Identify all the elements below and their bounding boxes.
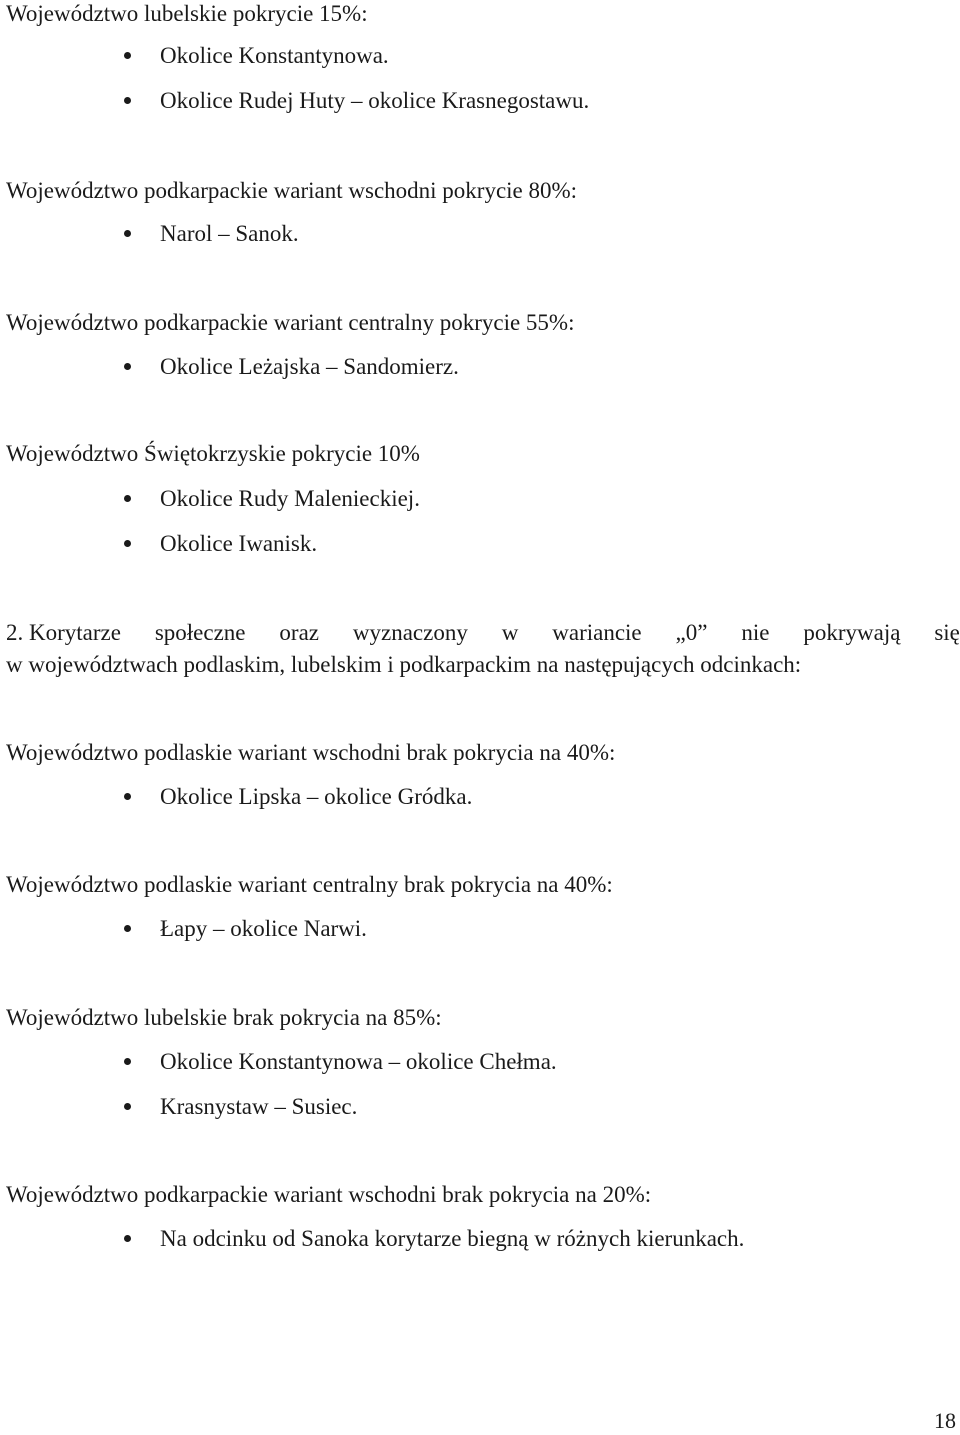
section-heading: Województwo Świętokrzyskie pokrycie 10% (6, 441, 420, 466)
paragraph-line-justified (6, 619, 960, 647)
list-item-text: Okolice Rudy Malenieckiej. (160, 486, 420, 511)
list-item (124, 915, 367, 943)
paragraph-word: oraz (279, 620, 319, 645)
list-item-text: Narol – Sanok. (160, 221, 299, 246)
list-item (124, 530, 317, 558)
list-item-text: Okolice Lipska – okolice Gródka. (160, 784, 473, 809)
section-heading: Województwo lubelskie pokrycie 15%: (6, 1, 368, 26)
section-heading: Województwo podlaskie wariant centralny brak pokrycia na 40%: (6, 872, 613, 897)
list-item (124, 1048, 557, 1076)
bullet-icon (124, 495, 131, 502)
list-item (124, 353, 459, 381)
paragraph-word: w (501, 620, 519, 645)
bullet-icon (124, 230, 131, 237)
list-item (124, 42, 389, 70)
paragraph-word: się (934, 620, 960, 645)
bullet-icon (124, 1235, 131, 1242)
section-heading: Województwo lubelskie brak pokrycia na 85%: (6, 1005, 442, 1030)
numbered-paragraph (6, 619, 960, 679)
paragraph-word: społeczne (154, 620, 246, 645)
bullet-icon (124, 540, 131, 547)
list-item-text: Okolice Rudej Huty – okolice Krasnegostawu. (160, 88, 590, 113)
section-heading: Województwo podkarpackie wariant centralny pokrycie 55%: (6, 310, 575, 335)
section-heading: Województwo podkarpackie wariant wschodni pokrycie 80%: (6, 178, 578, 203)
section-heading: Województwo podlaskie wariant wschodni brak pokrycia na 40%: (6, 740, 616, 765)
bullet-icon (124, 52, 131, 59)
bullet-icon (124, 793, 131, 800)
bullet-icon (124, 1058, 131, 1065)
list-item-text: Okolice Iwanisk. (160, 531, 318, 556)
paragraph-word: pokrywają (803, 620, 901, 645)
list-item-text: Okolice Leżajska – Sandomierz. (160, 354, 459, 379)
paragraph-line: w województwach podlaskim, lubelskim i podkarpackim na następujących odcinkach: (6, 652, 802, 677)
paragraph-word: nie (741, 620, 770, 645)
paragraph-word: wyznaczony (352, 620, 468, 645)
section-heading: Województwo podkarpackie wariant wschodni brak pokrycia na 20%: (6, 1182, 652, 1207)
list-item-text: Na odcinku od Sanoka korytarze biegną w różnych kierunkach. (160, 1226, 745, 1251)
list-item (124, 783, 472, 811)
paragraph-word: „0” (675, 620, 708, 645)
list-item (124, 87, 589, 115)
bullet-icon (124, 97, 131, 104)
page-number: 18 (934, 1408, 956, 1433)
list-item-text: Łapy – okolice Narwi. (160, 916, 367, 941)
paragraph-word: wariancie (552, 620, 642, 645)
bullet-icon (124, 363, 131, 370)
list-item-text: Okolice Konstantynowa. (160, 43, 389, 68)
bullet-icon (124, 1103, 131, 1110)
paragraph-word: 2. Korytarze (6, 620, 121, 645)
list-item (124, 485, 420, 513)
list-item-text: Krasnystaw – Susiec. (160, 1094, 358, 1119)
list-item-text: Okolice Konstantynowa – okolice Chełma. (160, 1049, 557, 1074)
list-item (124, 220, 299, 248)
list-item (124, 1093, 357, 1121)
list-item (124, 1225, 744, 1253)
bullet-icon (124, 925, 131, 932)
